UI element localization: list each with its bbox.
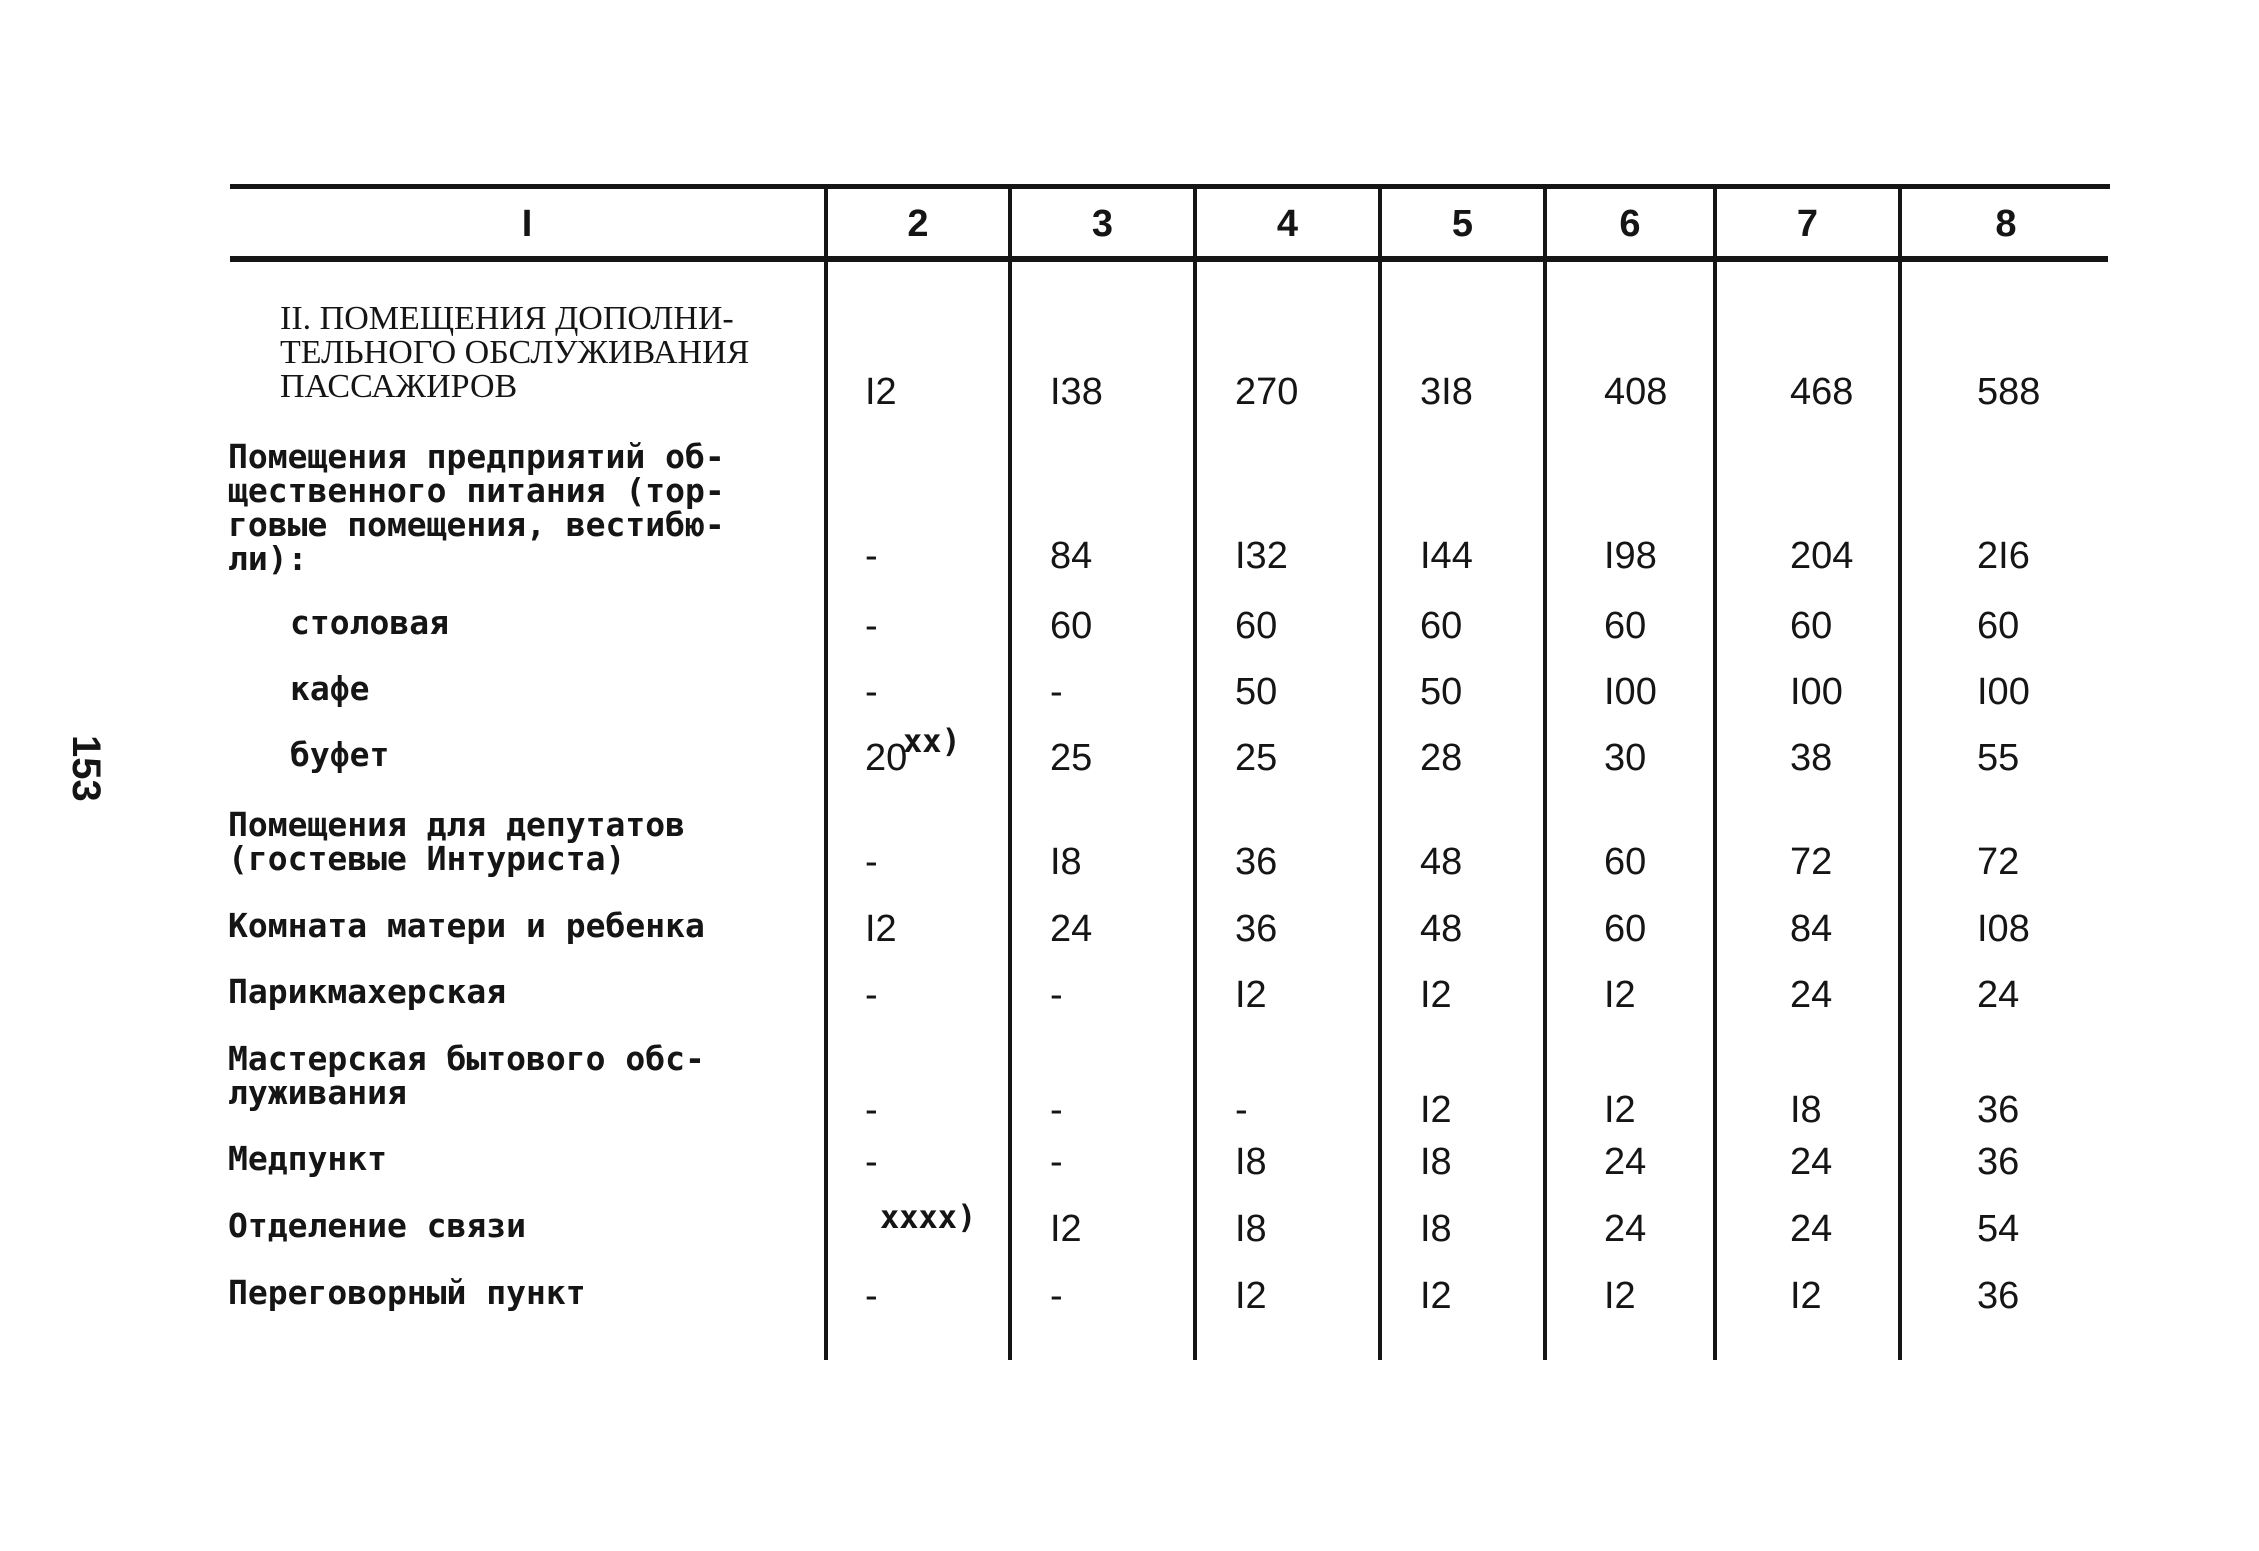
table-cell: 36 [1977,1141,2020,1183]
row-label: Помещения предприятий об- [228,437,725,476]
table-cell: 84 [1050,535,1093,577]
table-cell: - [865,535,878,577]
table-cell: 36 [1977,1275,2020,1317]
table-cell: 30 [1604,737,1647,779]
column-divider [1378,186,1382,1360]
table-cell: 24 [1790,1208,1833,1250]
table-cell: - [1235,1089,1248,1131]
row-label: Парикмахерская [228,972,507,1011]
table-cell: I2 [1420,1275,1452,1317]
row-label: ли): [228,539,308,578]
table-cell: 48 [1420,908,1463,950]
table-cell: - [865,605,878,647]
table-cell: 60 [1604,841,1647,883]
row-label: Медпункт [228,1139,387,1178]
table-cell: - [1050,974,1063,1016]
table-cell: 204 [1790,535,1854,577]
table-cell: 588 [1977,371,2041,413]
column-header: 8 [1995,203,2017,245]
table-cell: I8 [1050,841,1082,883]
row-label: II. ПОМЕЩЕНИЯ ДОПОЛНИ- [280,300,734,337]
table-cell: I2 [1604,1275,1636,1317]
row-label: говые помещения, вестибю- [228,505,725,544]
table-cell: I8 [1790,1089,1822,1131]
row-label: Помещения для депутатов [228,805,685,844]
table-cell: 60 [1790,605,1833,647]
row-label: ПАССАЖИРОВ [280,368,518,405]
table-cell: 60 [1604,908,1647,950]
table-cell: I00 [1790,671,1843,713]
table-cell: I2 [1420,974,1452,1016]
footnote-mark: xxxx) [880,1198,977,1236]
table-cell: 270 [1235,371,1299,413]
table-cell: 24 [1604,1208,1647,1250]
table-cell: - [1050,1089,1063,1131]
table-cell: I2 [1420,1089,1452,1131]
table-cell: 468 [1790,371,1854,413]
table-top-rule [230,184,2110,189]
header-bottom-rule [230,256,2108,262]
table-cell: 36 [1977,1089,2020,1131]
table-cell: 60 [1050,605,1093,647]
table-cell: 36 [1235,908,1278,950]
table-cell: 50 [1235,671,1278,713]
table-cell: - [865,974,878,1016]
table-cell: - [1050,671,1063,713]
table-cell: 72 [1790,841,1833,883]
table-cell: I2 [865,371,897,413]
table-cell: - [865,841,878,883]
table-cell: I2 [1790,1275,1822,1317]
column-header: 2 [907,203,929,245]
table-cell: 20 [865,737,908,779]
row-label: кафе [290,669,370,708]
row-label: щественного питания (тор- [228,471,725,510]
table-cell: - [865,1275,878,1317]
table-cell: I2 [1050,1208,1082,1250]
table-cell: I2 [1604,974,1636,1016]
table-cell: 3I8 [1420,371,1473,413]
table-cell: 72 [1977,841,2020,883]
table-cell: - [1050,1275,1063,1317]
table-cell: 2I6 [1977,535,2030,577]
table-cell: 38 [1790,737,1833,779]
column-divider [824,186,828,1360]
table-cell: I00 [1977,671,2030,713]
table-cell: 25 [1050,737,1093,779]
table-cell: 54 [1977,1208,2020,1250]
table-cell: I08 [1977,908,2030,950]
row-label: Комната матери и ребенка [228,906,705,945]
row-label: луживания [228,1073,407,1112]
table-cell: I8 [1235,1141,1267,1183]
table-cell: 60 [1604,605,1647,647]
page-number: 153 [64,735,108,802]
table-cell: 24 [1604,1141,1647,1183]
table-cell: I8 [1420,1141,1452,1183]
column-header: 3 [1091,203,1114,245]
table-cell: 48 [1420,841,1463,883]
row-label: Переговорный пункт [228,1273,586,1312]
column-header: 5 [1451,203,1474,245]
row-label: буфет [290,735,390,774]
table-cell: 24 [1977,974,2020,1016]
column-divider [1543,186,1547,1360]
table-cell: 55 [1977,737,2020,779]
table-cell: 28 [1420,737,1463,779]
table-cell: I32 [1235,535,1288,577]
row-label: столовая [290,603,449,642]
column-divider [1008,186,1012,1360]
table-cell: 60 [1977,605,2020,647]
row-label: ТЕЛЬНОГО ОБСЛУЖИВАНИЯ [280,334,750,371]
table-cell: I2 [1235,974,1267,1016]
table-cell: 60 [1420,605,1463,647]
column-header: 7 [1796,203,1819,245]
table-cell: I2 [1235,1275,1267,1317]
table-cell: 84 [1790,908,1833,950]
column-header: 6 [1619,203,1641,245]
table-cell: 24 [1790,974,1833,1016]
table-cell: I98 [1604,535,1657,577]
table-cell: - [865,1141,878,1183]
column-header: 4 [1276,203,1299,245]
table-cell: 25 [1235,737,1278,779]
row-label: Мастерская бытового обс- [228,1039,705,1078]
table-cell: I38 [1050,371,1103,413]
footnote-mark: xx) [903,722,961,760]
column-divider [1193,186,1197,1360]
table-cell: I2 [1604,1089,1636,1131]
row-label: (гостевые Интуриста) [228,839,626,878]
table-cell: 60 [1235,605,1278,647]
table-cell: - [1050,1141,1063,1183]
column-header: I [521,203,533,245]
table-cell: I44 [1420,535,1473,577]
table-cell: I8 [1420,1208,1452,1250]
table-cell: I8 [1235,1208,1267,1250]
table-cell: 24 [1790,1141,1833,1183]
table-cell: 50 [1420,671,1463,713]
table-cell: 36 [1235,841,1278,883]
table-cell: I00 [1604,671,1657,713]
row-label: Отделение связи [228,1206,527,1245]
table-cell: 24 [1050,908,1093,950]
table-cell: I2 [865,908,897,950]
table-cell: - [865,1089,878,1131]
table-cell: 408 [1604,371,1668,413]
table-cell: - [865,671,878,713]
